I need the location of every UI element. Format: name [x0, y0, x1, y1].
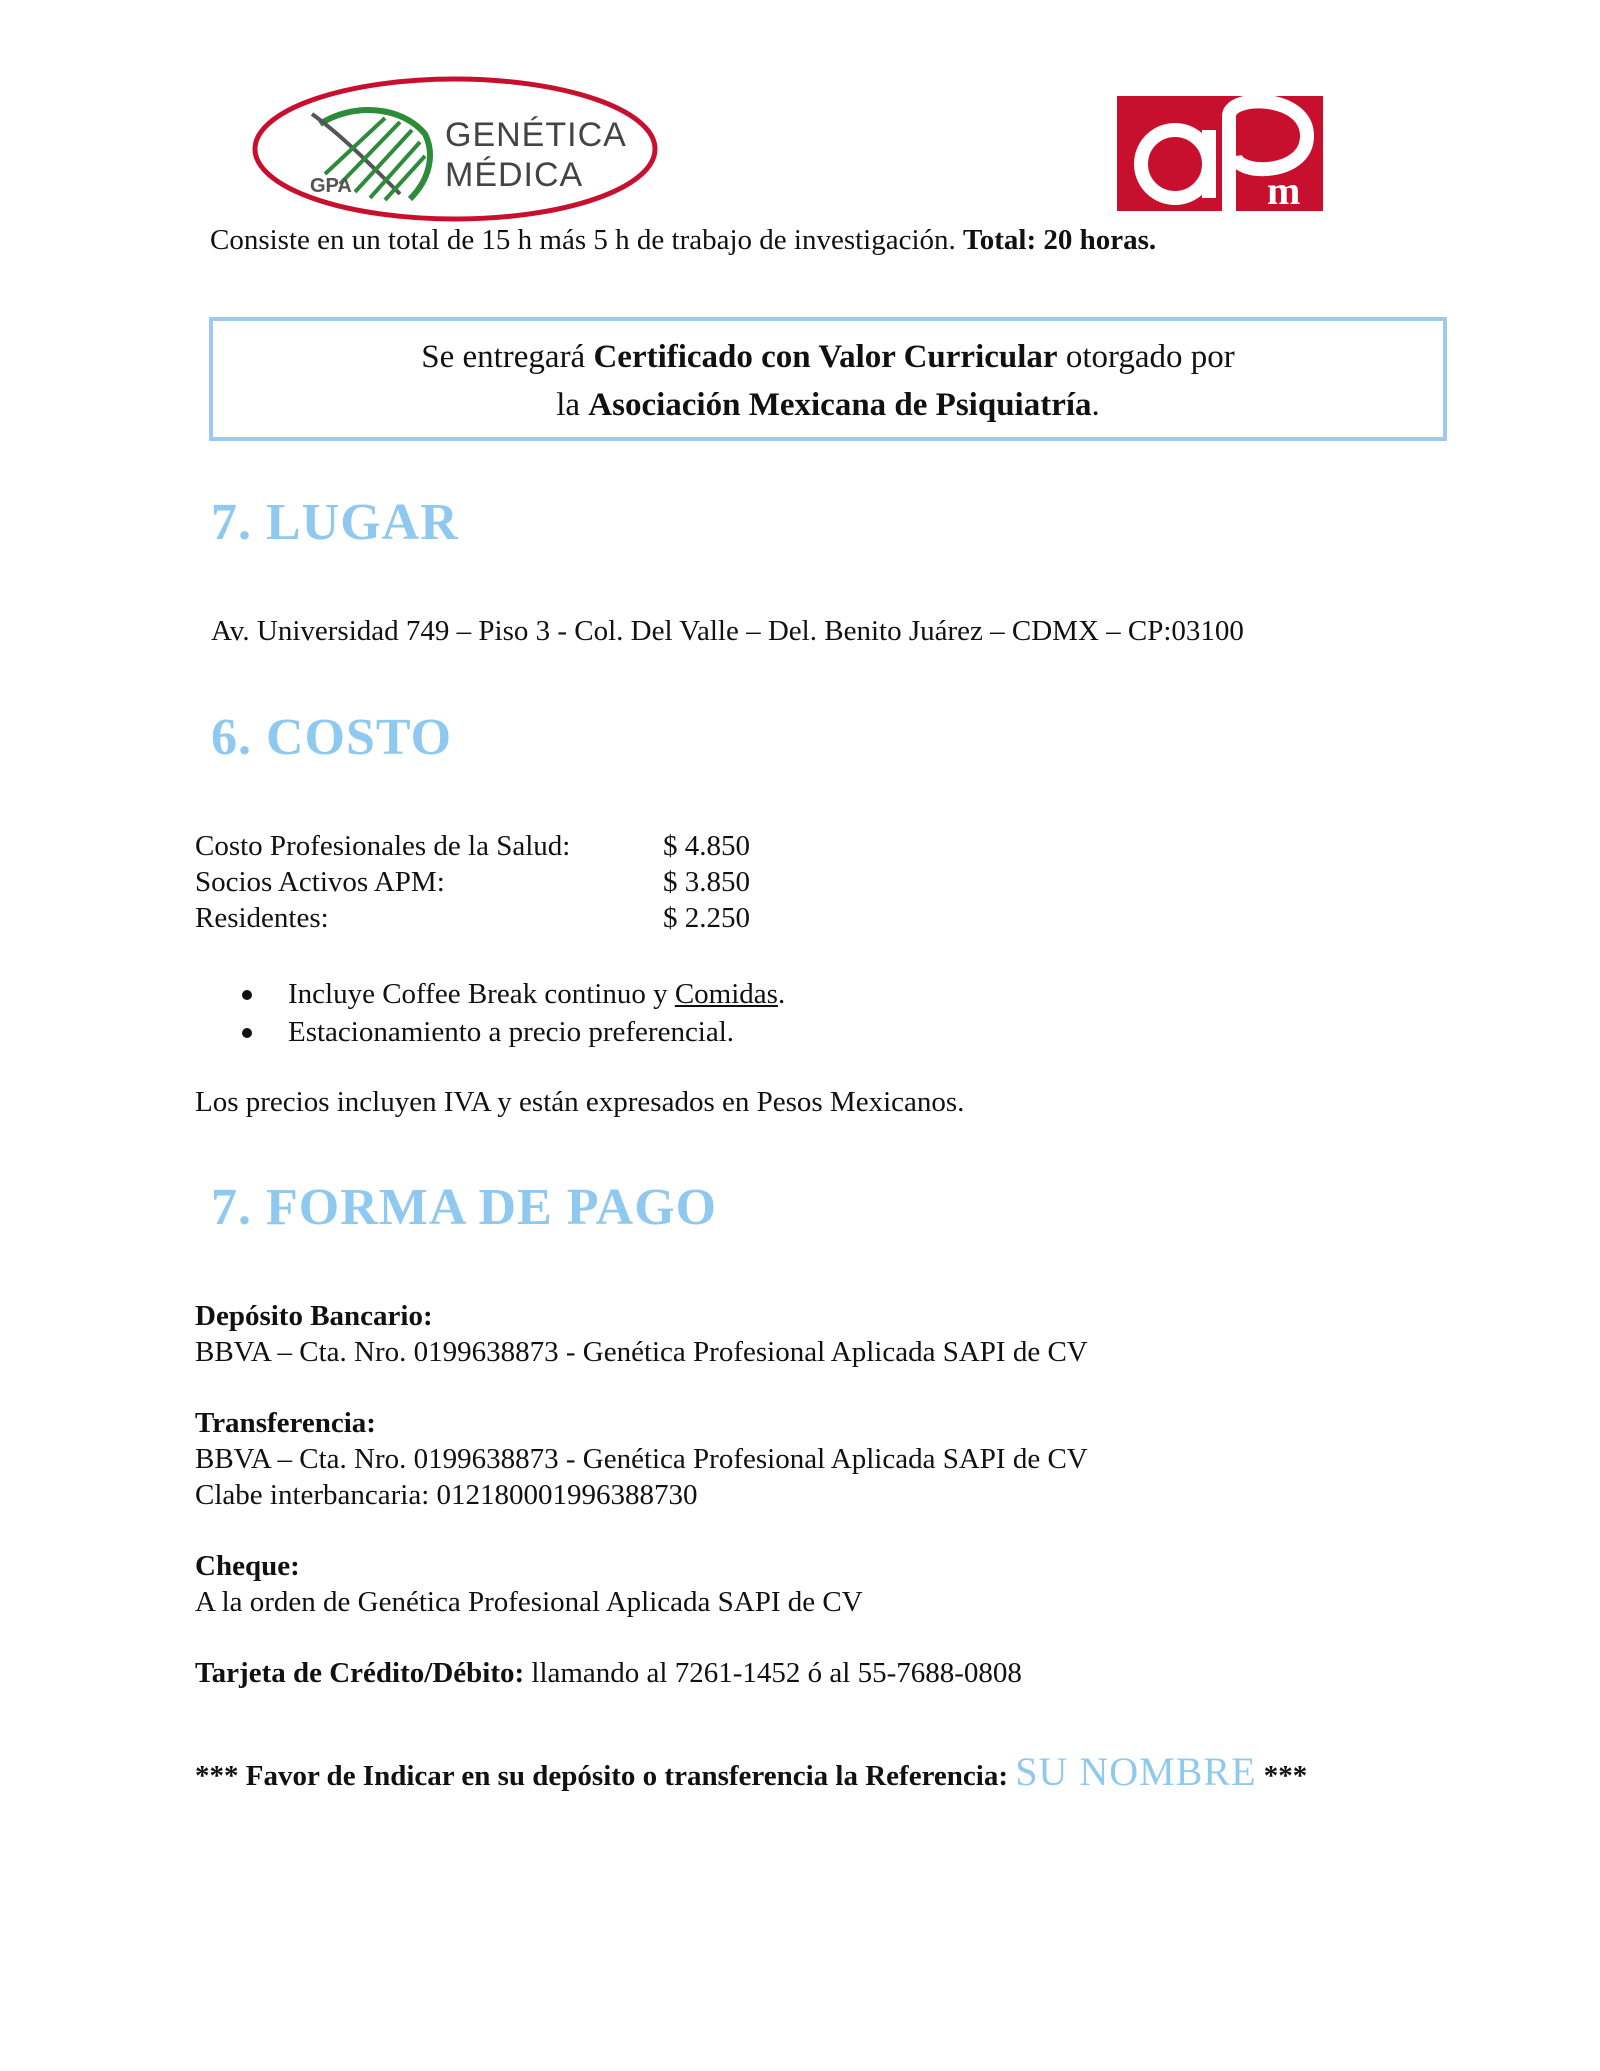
deposito-line: BBVA – Cta. Nro. 0199638873 - Genética Profesional Aplicada SAPI de CV [195, 1336, 1088, 1368]
table-row [195, 900, 750, 936]
deposito-block [195, 1298, 1088, 1370]
cost-table [195, 828, 750, 936]
includes-list [195, 975, 785, 1051]
certificate-line-1 [213, 333, 1443, 381]
cost-price: $ 2.250 [663, 902, 750, 934]
lugar-heading: 7. LUGAR [211, 494, 459, 551]
gpa-badge: GPA [310, 175, 352, 197]
include-underlined: Comidas [674, 978, 778, 1010]
reference-pre: *** Favor de Indicar en su depósito o transferencia la Referencia: [195, 1760, 1009, 1792]
cheque-line: A la orden de Genética Profesional Aplicada SAPI de CV [195, 1586, 863, 1618]
cost-label: Costo Profesionales de la Salud: [195, 830, 571, 862]
forma-de-pago-heading: 7. FORMA DE PAGO [211, 1179, 718, 1236]
transferencia-line-2: Clabe interbancaria: 012180001996388730 [195, 1479, 698, 1511]
intro-sentence: Consiste en un total de 15 h más 5 h de trabajo de investigación. [210, 224, 956, 256]
certificate-line-2-pre: la [556, 387, 581, 423]
include-text: Incluye Coffee Break continuo y [288, 978, 668, 1010]
logo-line-1: GENÉTICA [445, 116, 627, 154]
certificate-box [209, 317, 1447, 441]
intro-text [210, 222, 1156, 258]
include-post: . [777, 978, 786, 1010]
tarjeta-text: llamando al 7261-1452 ó al 55-7688-0808 [531, 1657, 1022, 1689]
reference-note [195, 1748, 1307, 1795]
intro-total: Total: 20 horas. [963, 224, 1157, 256]
certificate-line-1-pre: Se entregará [421, 339, 586, 375]
transferencia-block [195, 1405, 1088, 1513]
list-item [195, 975, 785, 1013]
reference-highlight: SU NOMBRE [1015, 1749, 1257, 1794]
table-row [195, 828, 750, 864]
cost-price: $ 3.850 [663, 866, 750, 898]
list-item [195, 1013, 785, 1051]
certificate-line-1-post: otorgado por [1065, 339, 1235, 375]
table-row [195, 864, 750, 900]
cheque-title: Cheque: [195, 1550, 300, 1582]
certificate-line-2 [213, 381, 1443, 429]
tarjeta-title: Tarjeta de Crédito/Débito: [195, 1657, 525, 1689]
cost-label: Socios Activos APM: [195, 866, 445, 898]
reference-post: *** [1263, 1760, 1308, 1792]
transferencia-title: Transferencia: [195, 1407, 376, 1439]
certificate-line-2-post: . [1091, 387, 1100, 423]
iva-note: Los precios incluyen IVA y están expresados en Pesos Mexicanos. [195, 1086, 965, 1118]
deposito-title: Depósito Bancario: [195, 1300, 433, 1332]
include-text: Estacionamiento a precio preferencial. [288, 1016, 735, 1048]
apm-logo [1117, 96, 1323, 211]
certificate-line-2-bold: Asociación Mexicana de Psiquiatría [588, 387, 1092, 423]
cost-price: $ 4.850 [663, 830, 750, 862]
costo-heading: 6. COSTO [211, 709, 453, 766]
cheque-block [195, 1548, 863, 1620]
svg-text:m: m [1267, 168, 1301, 211]
tarjeta-block [195, 1655, 1022, 1691]
certificate-line-1-bold: Certificado con Valor Curricular [593, 339, 1058, 375]
genetica-medica-logo [250, 74, 660, 224]
transferencia-line-1: BBVA – Cta. Nro. 0199638873 - Genética Profesional Aplicada SAPI de CV [195, 1443, 1088, 1475]
cost-label: Residentes: [195, 902, 329, 934]
address-text: Av. Universidad 749 – Piso 3 - Col. Del Valle – Del. Benito Juárez – CDMX – CP:03100 [211, 615, 1244, 647]
logo-line-2: MÉDICA [445, 156, 584, 194]
